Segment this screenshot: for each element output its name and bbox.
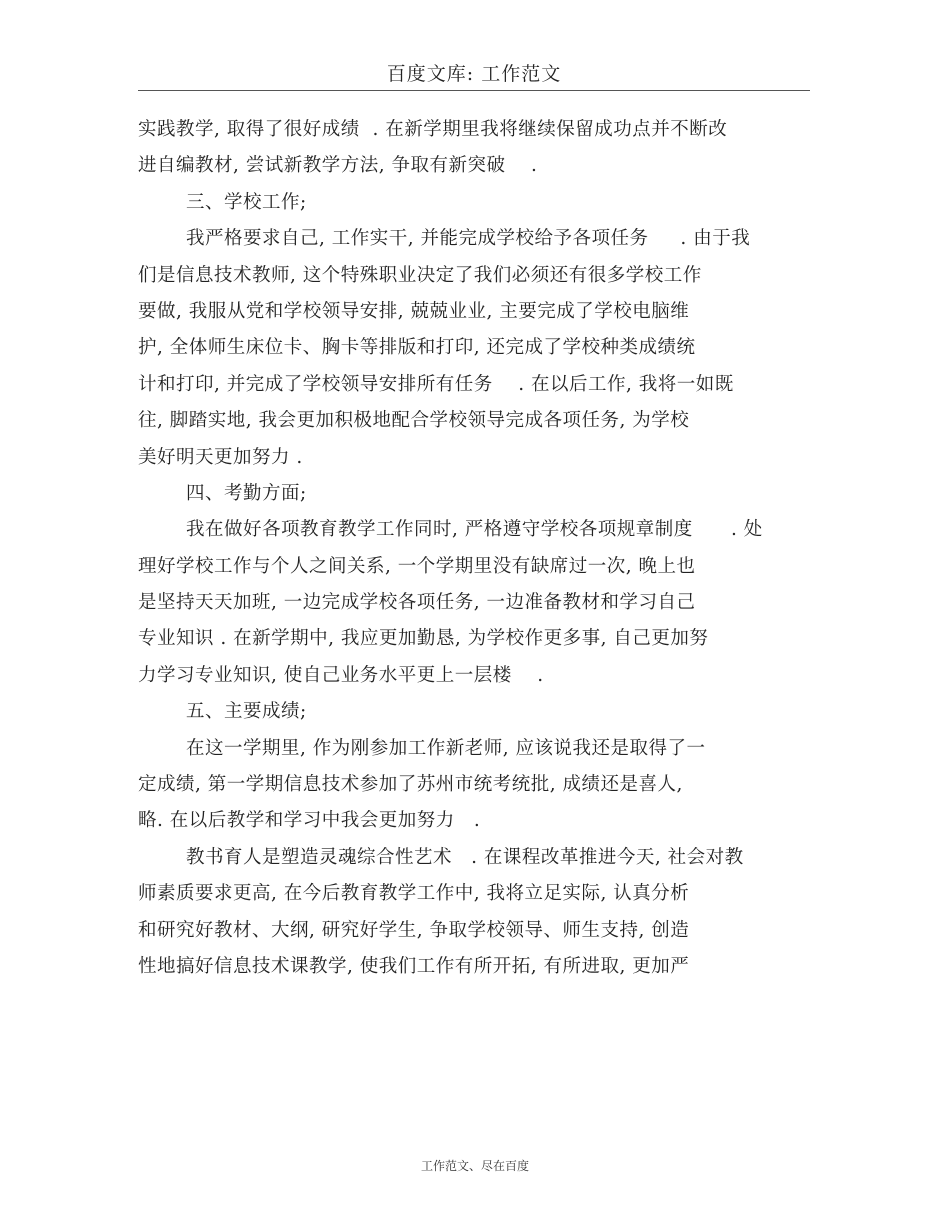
text-line-24: 性地搞好信息技术课教学, 使我们工作有所开拓, 有所进取, 更加严: [138, 955, 690, 977]
page-footer-text: 工作范文、尽在百度: [420, 1159, 529, 1173]
text-line-1: 实践教学, 取得了很好成绩 . 在新学期里我将继续保留成功点并不断改: [138, 119, 728, 140]
section-heading-school-work: 三、学校工作;: [186, 191, 307, 213]
document-body: [138, 112, 818, 985]
page-header-title: 百度文库: 工作范文: [386, 63, 562, 85]
text-line-7: 护, 全体师生床位卡、胸卡等排版和打印, 还完成了学校种类成绩统: [138, 337, 696, 359]
text-line-16: 力学习专业知识, 使自己业务水平更上一层楼 .: [138, 664, 544, 686]
text-line-19: 定成绩, 第一学期信息技术参加了苏州市统考统批, 成绩还是喜人,: [138, 774, 683, 796]
text-line-15: 专业知识 . 在新学期中, 我应更加勤恳, 为学校作更多事, 自己更加努: [138, 628, 709, 650]
text-line-12: 我在做好各项教育教学工作同时, 严格遵守学校各项规章制度 . 处: [186, 519, 763, 541]
page-footer: [0, 1157, 950, 1174]
text-line-9: 往, 脚踏实地, 我会更加积极地配合学校领导完成各项任务, 为学校: [138, 410, 690, 432]
page-header: [138, 60, 810, 91]
text-line-2: 进自编教材, 尝试新教学方法, 争取有新突破 .: [138, 155, 538, 177]
text-line-14: 是坚持天天加班, 一边完成学校各项任务, 一边准备教材和学习自己: [138, 592, 696, 614]
text-line-18: 在这一学期里, 作为刚参加工作新老师, 应该说我还是取得了一: [186, 737, 706, 759]
text-line-21: 教书育人是塑造灵魂综合性艺术 . 在课程改革推进今天, 社会对教: [186, 846, 744, 868]
text-line-5: 们是信息技术教师, 这个特殊职业决定了我们必须还有很多学校工作: [138, 264, 702, 286]
text-line-13: 理好学校工作与个人之间关系, 一个学期里没有缺席过一次, 晚上也: [138, 555, 696, 577]
text-line-4: 我严格要求自己, 工作实干, 并能完成学校给予各项任务 . 由于我: [186, 228, 751, 250]
section-heading-attendance: 四、考勤方面;: [186, 482, 307, 504]
text-line-8: 计和打印, 并完成了学校领导安排所有任务 . 在以后工作, 我将一如既: [138, 373, 734, 395]
text-line-6: 要做, 我服从党和学校领导安排, 兢兢业业, 主要完成了学校电脑维: [138, 300, 690, 322]
text-line-23: 和研究好教材、大纲, 研究好学生, 争取学校领导、师生支持, 创造: [138, 919, 690, 941]
section-heading-achievements: 五、主要成绩;: [186, 701, 307, 723]
text-line-22: 师素质要求更高, 在今后教育教学工作中, 我将立足实际, 认真分析: [138, 883, 690, 905]
text-line-10: 美好明天更加努力 .: [138, 446, 303, 468]
text-line-20: 略. 在以后教学和学习中我会更加努力 .: [138, 810, 481, 832]
